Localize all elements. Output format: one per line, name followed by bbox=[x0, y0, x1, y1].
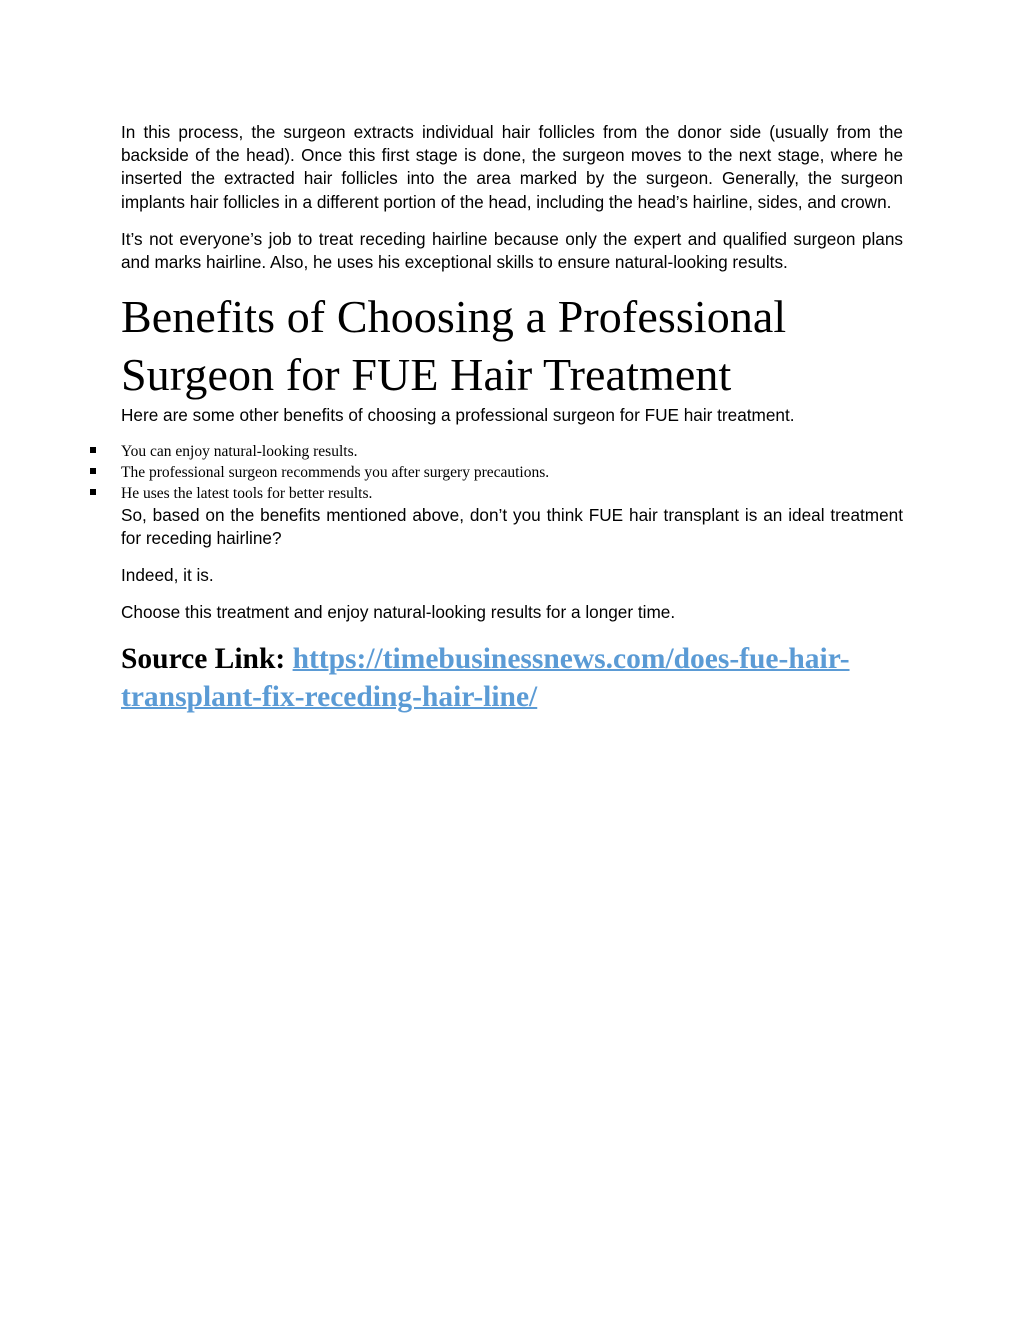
paragraph-process: In this process, the surgeon extracts individual hair follicles from the donor side (usually from the backside of the head). Once this first stage is done, the surgeon moves to the next stage, where he inserted the extracted hair follicles into the area marked by the surgeon. Generally, the surgeon implants hair follicles in a different portion of the head, including the head’s hairline, sides, and crown. bbox=[121, 122, 903, 212]
benefits-list bbox=[90, 441, 903, 504]
page-content bbox=[121, 121, 903, 716]
source-link[interactable]: https://timebusinessnews.com/does-fue-hair-transplant-fix-receding-hair-line/ bbox=[121, 643, 850, 714]
section-intro: Here are some other benefits of choosing a professional surgeon for FUE hair treatment. bbox=[121, 405, 795, 426]
paragraph-closing: Choose this treatment and enjoy natural-looking results for a longer time. bbox=[121, 602, 676, 623]
section-heading: Benefits of Choosing a Professional Surgeon for FUE Hair Treatment bbox=[121, 291, 787, 401]
list-item-text: The professional surgeon recommends you after surgery precautions. bbox=[121, 464, 550, 482]
list-item bbox=[90, 441, 903, 462]
paragraph-indeed: Indeed, it is. bbox=[121, 565, 214, 586]
paragraph-conclusion-question: So, based on the benefits mentioned above, don’t you think FUE hair transplant is an ideal treatment for receding hairline? bbox=[121, 505, 903, 549]
list-item bbox=[90, 483, 903, 504]
square-bullet-icon bbox=[90, 447, 96, 453]
source-line bbox=[121, 640, 903, 716]
list-item-text: You can enjoy natural-looking results. bbox=[121, 443, 358, 461]
source-label: Source Link: bbox=[121, 643, 286, 676]
list-item-text: He uses the latest tools for better results. bbox=[121, 485, 373, 503]
square-bullet-icon bbox=[90, 468, 96, 474]
square-bullet-icon bbox=[90, 489, 96, 495]
list-item bbox=[90, 462, 903, 483]
paragraph-expert-surgeon: It’s not everyone’s job to treat receding hairline because only the expert and qualified surgeon plans and marks hairline. Also, he uses his exceptional skills to ensure natural-looking results. bbox=[121, 228, 903, 273]
